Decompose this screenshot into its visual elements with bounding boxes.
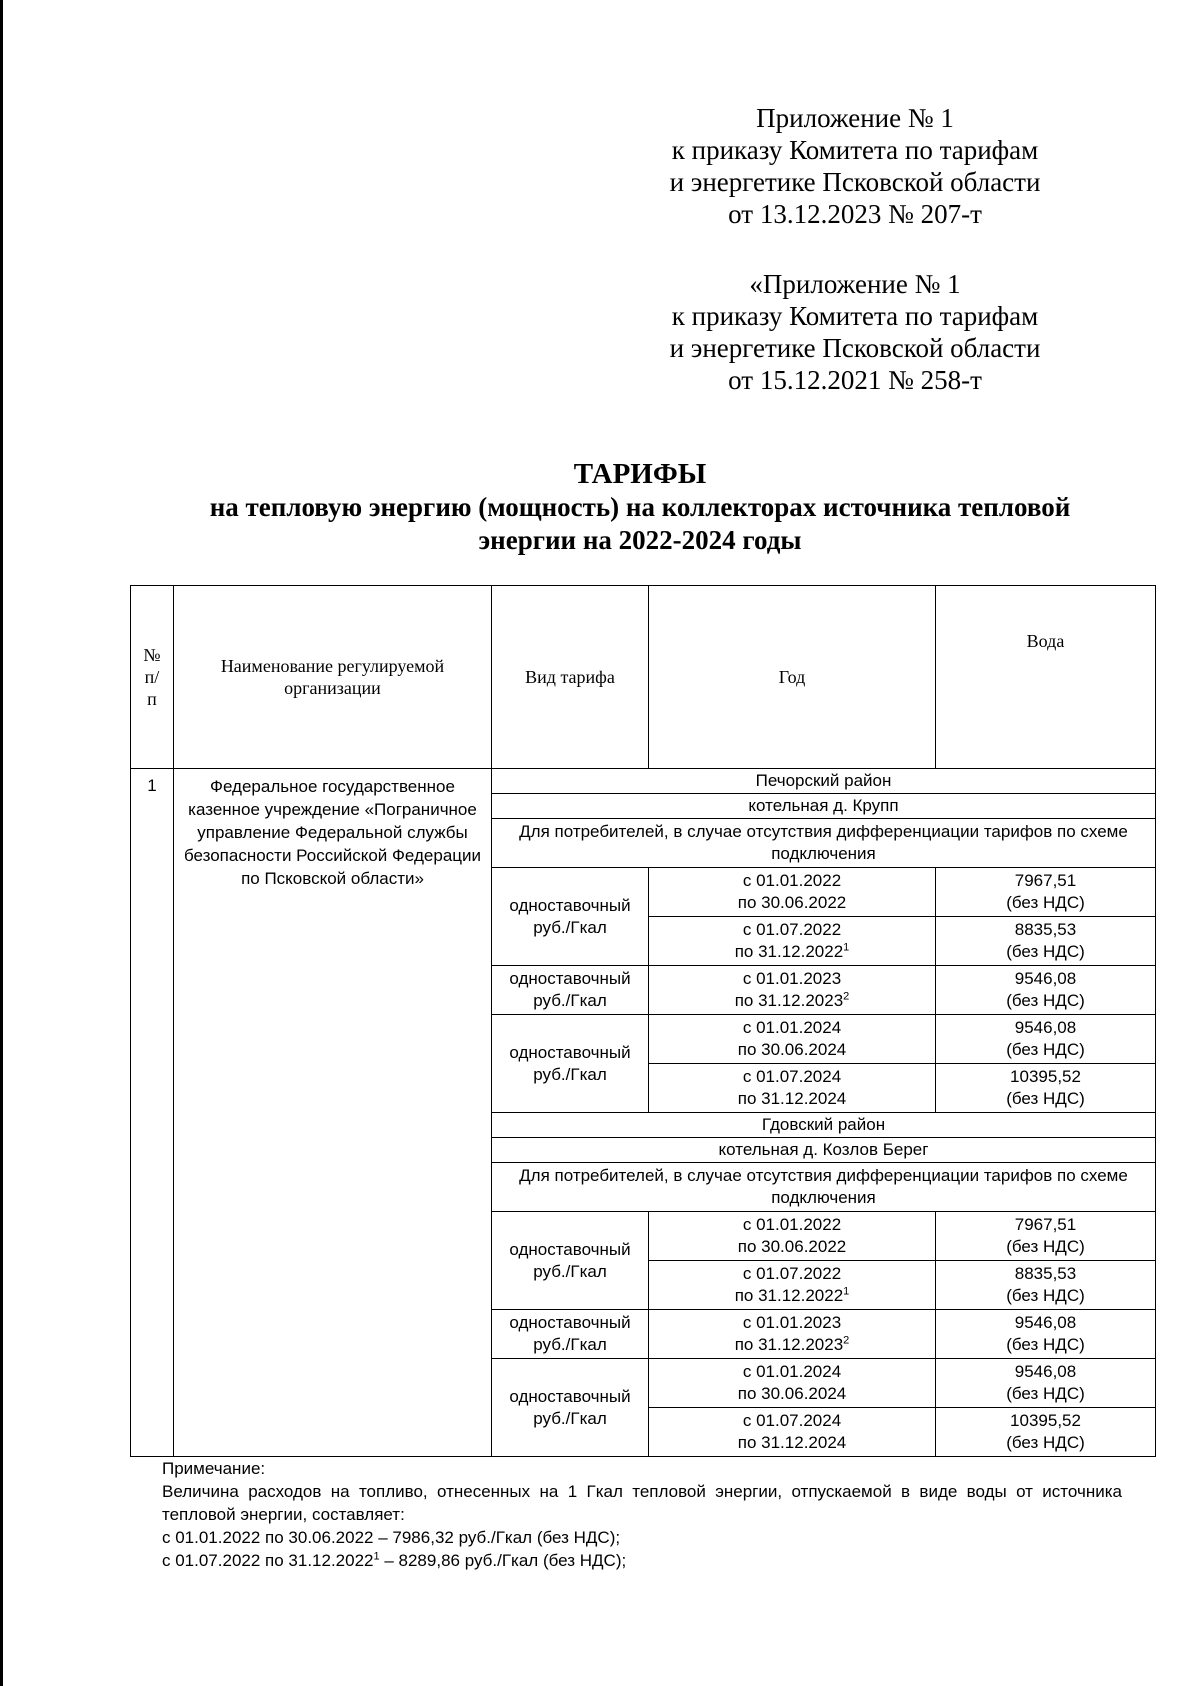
tariff-value: 8835,53 <box>1014 1264 1077 1283</box>
period-to: по 30.06.2024 <box>737 1384 847 1403</box>
tariff-type-cell: одноставочный руб./Гкал <box>492 868 649 966</box>
tariff-value-cell <box>936 1015 1156 1064</box>
footnote-marker: 1 <box>843 941 850 954</box>
district-name: Гдовский район <box>492 1113 1156 1138</box>
title-subtitle: на тепловую энергию (мощность) на коллекторах источника тепловой <box>209 492 1071 522</box>
tariff-value-cell <box>936 966 1156 1015</box>
footnote-marker: 2 <box>843 990 850 1003</box>
appendix-line: и энергетике Псковской области <box>669 167 1041 197</box>
header-number-part: п/ <box>144 667 160 687</box>
header-water: Вода <box>936 586 1156 769</box>
note-item-period: с 01.07.2022 по 31.12.2022 <box>162 1551 374 1570</box>
appendix-line: к приказу Комитета по тарифам <box>671 135 1039 165</box>
period-from: с 01.01.2023 <box>742 969 842 988</box>
district-row <box>131 769 1156 794</box>
tariff-value: 8835,53 <box>1014 920 1077 939</box>
period-cell <box>649 1015 936 1064</box>
period-from: с 01.01.2022 <box>742 1215 842 1234</box>
period-to: по 31.12.2023 <box>734 1335 844 1354</box>
note-item: с 01.01.2022 по 30.06.2022 – 7986,32 руб./Гкал (без НДС); <box>162 1528 621 1547</box>
tariff-type-cell: одноставочный руб./Гкал <box>492 1015 649 1113</box>
tariff-value-cell <box>936 868 1156 917</box>
period-from: с 01.01.2022 <box>742 871 842 890</box>
footnote-marker: 1 <box>373 1550 380 1563</box>
footnote-marker: 2 <box>843 1334 850 1347</box>
period-to: по 31.12.2022 <box>734 942 844 961</box>
tariff-type-cell: одноставочный руб./Гкал <box>492 1212 649 1310</box>
footnote-section <box>162 1457 1122 1572</box>
note-item-value: – 8289,86 руб./Гкал (без НДС); <box>379 1551 627 1570</box>
tariff-value-cell <box>936 1261 1156 1310</box>
header-organization: Наименование регулируемой организации <box>174 586 492 769</box>
table-body <box>131 769 1156 1457</box>
tariff-value-cell <box>936 1359 1156 1408</box>
tariff-value: 10395,52 <box>1010 1411 1081 1430</box>
appendix-line: и энергетике Псковской области <box>669 333 1041 363</box>
period-to: по 31.12.2023 <box>734 991 844 1010</box>
tariff-value: 10395,52 <box>1010 1067 1081 1086</box>
footnote-marker: 1 <box>843 1285 850 1298</box>
tariff-type-cell: одноставочный руб./Гкал <box>492 1310 649 1359</box>
document-title <box>120 458 1160 557</box>
vat-note: (без НДС) <box>1006 893 1085 912</box>
period-to: по 31.12.2024 <box>737 1433 847 1452</box>
organization-name: Федеральное государственное казенное учреждение «Пограничное управление Федеральной службы безопасности Российской Федерации по Псковской области» <box>174 769 492 1457</box>
appendix-line: к приказу Комитета по тарифам <box>671 301 1039 331</box>
note-text: Величина расходов на топливо, отнесенных на 1 Гкал тепловой энергии, отпускаемой в виде воды от источника тепловой энергии, составляет: <box>162 1482 1122 1524</box>
consumer-note: Для потребителей, в случае отсутствия дифференциации тарифов по схеме подключения <box>492 819 1156 868</box>
note-item <box>162 1549 1122 1572</box>
period-from: с 01.07.2024 <box>742 1067 842 1086</box>
vat-note: (без НДС) <box>1006 991 1085 1010</box>
tariff-value: 9546,08 <box>1014 1313 1077 1332</box>
period-cell <box>649 1064 936 1113</box>
period-to: по 30.06.2022 <box>737 1237 847 1256</box>
tariff-value: 7967,51 <box>1014 871 1077 890</box>
vat-note: (без НДС) <box>1006 1237 1085 1256</box>
period-cell <box>649 1408 936 1457</box>
boiler-name: котельная д. Крупп <box>492 794 1156 819</box>
tariff-value-cell <box>936 917 1156 966</box>
period-cell <box>649 966 936 1015</box>
period-cell <box>649 1359 936 1408</box>
tariffs-table <box>130 585 1156 1457</box>
tariff-value-cell <box>936 1064 1156 1113</box>
boiler-name: котельная д. Козлов Берег <box>492 1138 1156 1163</box>
header-year: Год <box>649 586 936 769</box>
tariff-value: 9546,08 <box>1014 1362 1077 1381</box>
tariff-type-cell: одноставочный руб./Гкал <box>492 1359 649 1457</box>
period-cell <box>649 868 936 917</box>
title-main: ТАРИФЫ <box>573 458 707 490</box>
period-cell <box>649 1261 936 1310</box>
appendix-line: от 13.12.2023 № 207-т <box>728 199 982 229</box>
period-from: с 01.01.2024 <box>742 1362 842 1381</box>
district-name: Печорский район <box>492 769 1156 794</box>
period-from: с 01.07.2022 <box>742 1264 842 1283</box>
vat-note: (без НДС) <box>1006 1335 1085 1354</box>
header-number-part: № <box>143 645 161 665</box>
vat-note: (без НДС) <box>1006 1384 1085 1403</box>
title-subtitle: энергии на 2022-2024 годы <box>478 525 802 555</box>
header-number-part: п <box>147 689 157 709</box>
period-to: по 30.06.2022 <box>737 893 847 912</box>
tariff-value: 7967,51 <box>1014 1215 1077 1234</box>
tariff-value-cell <box>936 1212 1156 1261</box>
period-from: с 01.01.2023 <box>742 1313 842 1332</box>
period-cell <box>649 1310 936 1359</box>
period-from: с 01.07.2022 <box>742 920 842 939</box>
scan-edge-line <box>0 0 3 1686</box>
tariff-value-cell <box>936 1310 1156 1359</box>
vat-note: (без НДС) <box>1006 1286 1085 1305</box>
consumer-note: Для потребителей, в случае отсутствия дифференциации тарифов по схеме подключения <box>492 1163 1156 1212</box>
vat-note: (без НДС) <box>1006 1040 1085 1059</box>
tariff-value: 9546,08 <box>1014 969 1077 988</box>
vat-note: (без НДС) <box>1006 1089 1085 1108</box>
period-to: по 31.12.2024 <box>737 1089 847 1108</box>
appendix-header-current <box>645 102 1065 230</box>
note-heading: Примечание: <box>162 1459 266 1478</box>
header-number <box>131 586 174 769</box>
tariff-value: 9546,08 <box>1014 1018 1077 1037</box>
appendix-line: Приложение № 1 <box>756 103 954 133</box>
appendix-header-original <box>645 268 1065 396</box>
tariff-value-cell <box>936 1408 1156 1457</box>
vat-note: (без НДС) <box>1006 1433 1085 1452</box>
vat-note: (без НДС) <box>1006 942 1085 961</box>
period-to: по 31.12.2022 <box>734 1286 844 1305</box>
tariff-type-cell: одноставочный руб./Гкал <box>492 966 649 1015</box>
period-cell <box>649 1212 936 1261</box>
table-header-row <box>131 586 1156 769</box>
period-from: с 01.07.2024 <box>742 1411 842 1430</box>
period-to: по 30.06.2024 <box>737 1040 847 1059</box>
header-tariff-type: Вид тарифа <box>492 586 649 769</box>
appendix-line: «Приложение № 1 <box>749 269 961 299</box>
period-cell <box>649 917 936 966</box>
appendix-line: от 15.12.2021 № 258-т <box>728 365 982 395</box>
period-from: с 01.01.2024 <box>742 1018 842 1037</box>
row-number: 1 <box>131 769 174 1457</box>
